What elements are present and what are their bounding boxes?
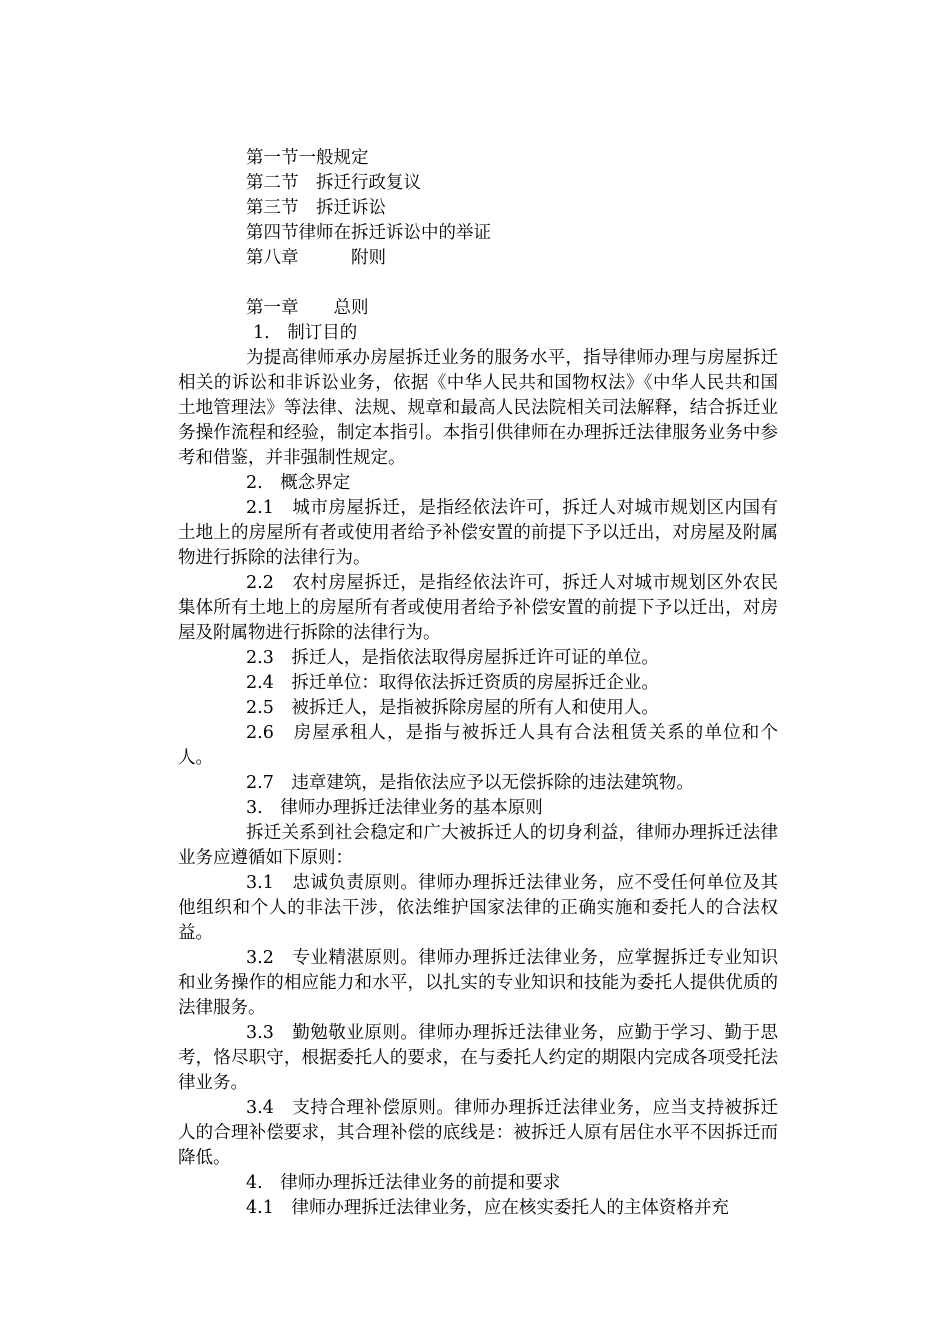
toc-item: 第四节律师在拆迁诉讼中的举证 <box>246 223 491 243</box>
paragraph: 2.1 城市房屋拆迁，是指经依法许可，拆迁人对城市规划区内国有土地上的房屋所有者或使用者给予补偿安置的前提下予以迁出，对房屋及附属物进行拆除的法律行为。 <box>178 498 778 568</box>
toc-item: 第八章 附则 <box>246 248 386 268</box>
spacer <box>178 271 778 296</box>
paragraph: 4.1 律师办理拆迁法律业务，应在核实委托人的主体资格并充 <box>246 1198 729 1218</box>
toc-item: 第一节一般规定 <box>246 148 369 168</box>
paragraph: 2.5 被拆迁人，是指被拆除房屋的所有人和使用人。 <box>246 698 659 718</box>
paragraph: 2.3 拆迁人，是指依法取得房屋拆迁许可证的单位。 <box>246 648 659 668</box>
paragraph: 为提高律师承办房屋拆迁业务的服务水平，指导律师办理与房屋拆迁相关的诉讼和非诉讼业务，依据《中华人民共和国物权法》《中华人民共和国土地管理法》等法律、法规、规章和最高人民法院相关司法解释，结合拆迁业务操作流程和经验，制定本指引。本指引供律师在办理拆迁法律服务业务中参考和借鉴，并非强制性规定。 <box>178 348 778 468</box>
chapter-title: 第一章 总则 <box>246 298 369 318</box>
paragraph: 2.6 房屋承租人，是指与被拆迁人具有合法租赁关系的单位和个人。 <box>178 723 778 768</box>
paragraph: 3.1 忠诚负责原则。律师办理拆迁法律业务，应不受任何单位及其他组织和个人的非法干涉，依法维护国家法律的正确实施和委托人的合法权益。 <box>178 873 778 943</box>
paragraph: 3.4 支持合理补偿原则。律师办理拆迁法律业务，应当支持被拆迁人的合理补偿要求，其合理补偿的底线是：被拆迁人原有居住水平不因拆迁而降低。 <box>178 1098 778 1168</box>
section-heading: 4. 律师办理拆迁法律业务的前提和要求 <box>246 1173 561 1193</box>
paragraph: 2.7 违章建筑，是指依法应予以无偿拆除的违法建筑物。 <box>246 773 694 793</box>
paragraph: 3.3 勤勉敬业原则。律师办理拆迁法律业务，应勤于学习、勤于思考，恪尽职守，根据委托人的要求，在与委托人约定的期限内完成各项受托法律业务。 <box>178 1023 778 1093</box>
section-heading: 2. 概念界定 <box>246 473 351 493</box>
paragraph: 3.2 专业精湛原则。律师办理拆迁法律业务，应掌握拆迁专业知识和业务操作的相应能力和水平，以扎实的专业知识和技能为委托人提供优质的法律服务。 <box>178 948 778 1018</box>
paragraph: 2.2 农村房屋拆迁，是指经依法许可，拆迁人对城市规划区外农民集体所有土地上的房屋所有者或使用者给予补偿安置的前提下予以迁出，对房屋及附属物进行拆除的法律行为。 <box>178 573 778 643</box>
toc-item: 第二节 拆迁行政复议 <box>246 173 421 193</box>
document-body <box>178 146 778 1221</box>
section-heading: 3. 律师办理拆迁法律业务的基本原则 <box>246 798 543 818</box>
section-heading: 1. 制订目的 <box>253 323 358 343</box>
paragraph: 拆迁关系到社会稳定和广大被拆迁人的切身利益，律师办理拆迁法律业务应遵循如下原则： <box>178 823 778 868</box>
toc-item: 第三节 拆迁诉讼 <box>246 198 386 218</box>
paragraph: 2.4 拆迁单位：取得依法拆迁资质的房屋拆迁企业。 <box>246 673 659 693</box>
